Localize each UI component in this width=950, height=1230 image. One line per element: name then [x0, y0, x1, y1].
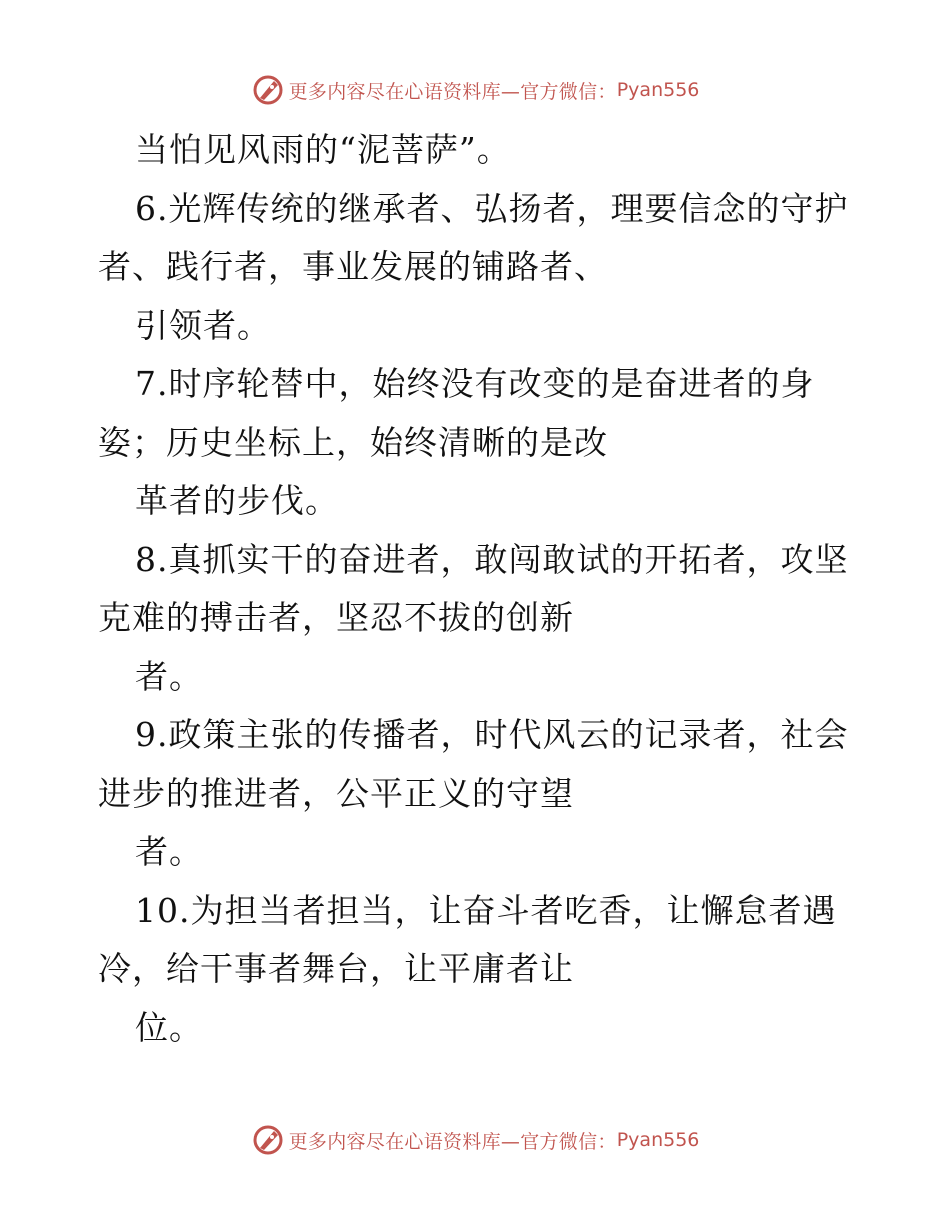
footer-promo-text: 更多内容尽在心语资料库—官方微信：: [288, 1130, 617, 1153]
text-line: 者。: [135, 656, 203, 696]
text-line: 8.真抓实干的奋进者，敢闯敢试的开拓者，攻坚: [135, 539, 849, 579]
footer-wechat-id: Pyan556: [616, 1129, 700, 1151]
text-line: 革者的步伐。: [135, 481, 339, 520]
text-line: 引领者。: [135, 305, 271, 345]
text-line: 6.光辉传统的继承者、弘扬者，理要信念的守护: [135, 188, 849, 228]
pen-nib-circle-icon: [251, 1123, 285, 1157]
text-line: 10.为担当者担当，让奋斗者吃香，让懈怠者遇: [135, 890, 837, 930]
text-line: 7.时序轮替中，始终没有改变的是奋进者的身: [135, 364, 815, 403]
header-banner: [0, 70, 950, 110]
header-promo-text: 更多内容尽在心语资料库—官方微信：: [288, 80, 617, 103]
text-line: 克难的搏击者，坚忍不拔的创新: [98, 598, 574, 637]
text-line: 者、践行者，事业发展的铺路者、: [98, 247, 608, 286]
document-body: [98, 121, 858, 1057]
header-wechat-id: Pyan556: [616, 79, 700, 101]
text-line: 冷，给干事者舞台，让平庸者让: [98, 949, 574, 988]
footer-banner: [0, 1120, 950, 1160]
text-line: 姿；历史坐标上，始终清晰的是改: [98, 422, 608, 462]
text-line: 位。: [135, 1007, 203, 1047]
text-line: 者。: [135, 832, 203, 871]
text-line: 当怕见风雨的“泥菩萨”。: [135, 130, 511, 169]
text-line: 进步的推进者，公平正义的守望: [98, 773, 574, 813]
text-line: 9.政策主张的传播者，时代风云的记录者，社会: [135, 715, 849, 754]
pen-nib-circle-icon: [251, 73, 285, 107]
